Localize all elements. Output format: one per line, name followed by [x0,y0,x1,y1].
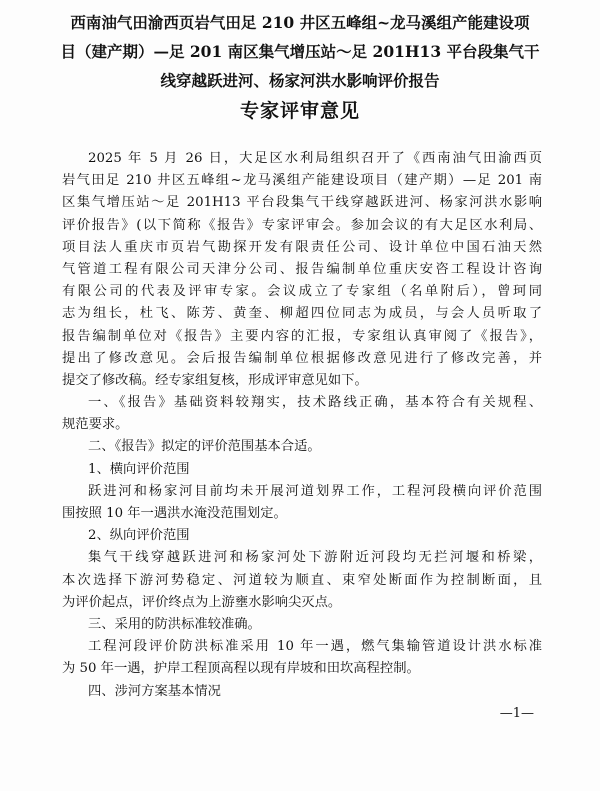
document-subtitle: 专家评审意见 [239,100,360,122]
body-line: 评价报告》(以下简称《报告》专家评审会。参加会议的有大足区水利局、 [62,217,542,233]
body-line: 集气干线穿越跃进河和杨家河处下游附近河段均无拦河堰和桥梁， [88,550,542,566]
body-line: 工程河段评价防洪标准采用 10 年一遇，燃气集输管道设计洪水标准 [88,639,542,655]
body-line: 岩气田足 210 井区五峰组~龙马溪组产能建设项目（建产期）—足 201 南 [62,173,542,189]
body-line: 志为组长，杜飞、陈芳、黄奎、柳超四位同志为成员，与会人员听取了 [62,306,542,322]
body-line: 为 50 年一遇，护岸工程顶高程以现有岸坡和田坎高程控制。 [62,661,420,677]
body-line: 气管道工程有限公司天津分公司、报告编制单位重庆安咨工程设计咨询 [62,261,542,277]
section-heading: 四、涉河方案基本情况 [88,683,221,699]
document-body [62,148,542,703]
body-line: 规范要求。 [62,417,129,433]
title-line: 目（建产期）—足 201 南区集气增压站～足 201H13 平台段集气干 [60,42,540,61]
page-number: —1— [499,706,534,721]
section-heading: 二、《报告》拟定的评价范围基本合适。 [88,439,321,455]
body-line: 2025 年 5 月 26 日，大足区水利局组织召开了《西南油气田渝西页 [88,151,542,166]
subsection-heading: 2、纵向评价范围 [88,528,190,544]
body-line: 报告编制单位对《报告》主要内容的汇报，专家组认真审阅了《报告》， [62,328,542,344]
body-line: 项目法人重庆市页岩气勘探开发有限责任公司、设计单位中国石油天然 [62,239,542,255]
subsection-heading: 1、横向评价范围 [88,461,190,477]
body-line: 一、《报告》基础资料较翔实，技术路线正确，基本符合有关规程、 [88,395,542,411]
body-line: 为评价起点，评价终点为上游壅水影响尖灭点。 [62,594,342,610]
document-title [60,8,540,95]
body-line: 跃进河和杨家河目前均未开展河道划界工作，工程河段横向评价范围 [88,483,542,499]
title-line: 西南油气田渝西页岩气田足 210 井区五峰组~龙马溪组产能建设项 [70,13,530,32]
body-line: 提出了修改意见。会后报告编制单位根据修改意见进行了修改完善，并 [62,350,542,366]
body-line: 区集气增压站～足 201H13 平台段集气干线穿越跃进河、杨家河洪水影响 [62,195,542,211]
title-line: 线穿越跃进河、杨家河洪水影响评价报告 [160,71,440,90]
body-line: 围按照 10 年一遇洪水淹没范围划定。 [62,506,287,521]
section-heading: 三、采用的防洪标准较准确。 [88,616,261,632]
body-line: 有限公司的代表及评审专家。会议成立了专家组（名单附后），曾珂同 [62,284,542,300]
body-line: 本次选择下游河势稳定、河道较为顺直、束窄处断面作为控制断面，且 [62,572,542,588]
body-line: 提交了修改稿。经专家组复核，形成评审意见如下。 [62,372,368,388]
